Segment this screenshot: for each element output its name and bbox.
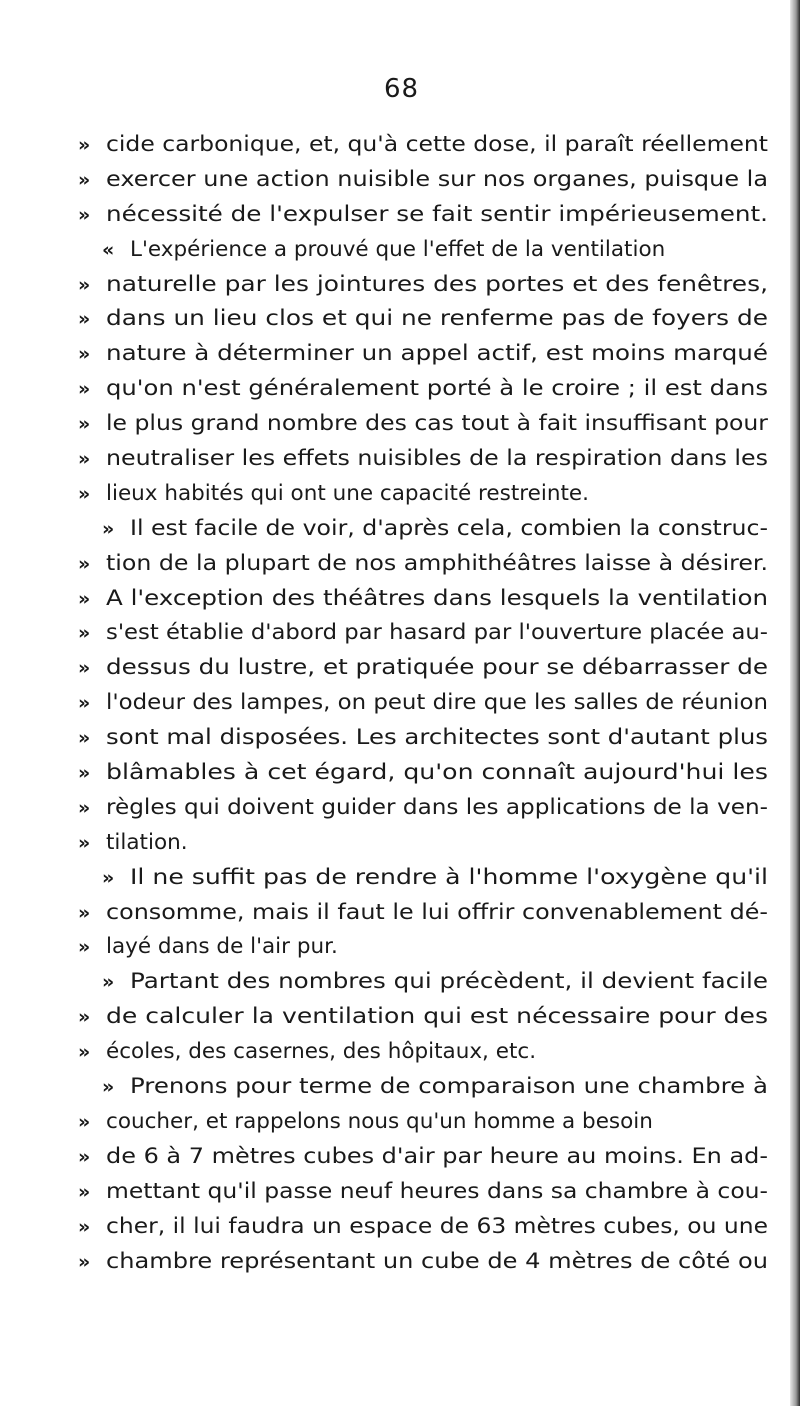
quote-mark: » xyxy=(78,448,91,471)
quote-mark: » xyxy=(78,727,91,750)
text-line xyxy=(78,1140,768,1175)
quote-mark: » xyxy=(78,762,91,785)
line-text: dessus du lustre, et pratiquée pour se débarrasser de xyxy=(106,655,769,681)
line-text: règles qui doivent guider dans les applications de la ven- xyxy=(106,794,769,820)
text-line xyxy=(78,826,768,861)
quote-mark: » xyxy=(78,1250,91,1273)
text-line xyxy=(78,163,768,198)
text-line xyxy=(78,651,768,686)
text-line xyxy=(78,791,768,826)
line-text: A l'exception des théâtres dans lesquels la ventilation xyxy=(106,585,769,611)
line-text: nature à déterminer un appel actif, est moins marqué xyxy=(106,341,769,367)
line-text: L'expérience a prouvé que l'effet de la ventilation xyxy=(130,236,666,262)
quote-mark: » xyxy=(78,622,91,645)
text-line xyxy=(78,1105,768,1140)
quote-mark: » xyxy=(78,203,91,226)
line-text: l'odeur des lampes, on peut dire que les salles de réunion xyxy=(106,690,768,716)
line-text: dans un lieu clos et qui ne renferme pas de foyers de xyxy=(106,306,768,332)
text-line xyxy=(78,896,768,931)
text-line xyxy=(78,128,768,163)
line-text: lieux habités qui ont une capacité restreinte. xyxy=(106,480,589,506)
text-line xyxy=(78,1070,768,1105)
quote-mark: » xyxy=(78,413,91,436)
line-text: écoles, des casernes, des hôpitaux, etc. xyxy=(106,1039,537,1065)
text-line xyxy=(78,1035,768,1070)
text-line xyxy=(78,930,768,965)
quote-mark: » xyxy=(78,552,91,575)
text-line xyxy=(78,372,768,407)
quote-mark: » xyxy=(78,273,91,296)
quote-mark: » xyxy=(78,657,91,680)
line-text: blâmables à cet égard, qu'on connaît aujourd'hui les xyxy=(106,760,769,786)
quote-mark: » xyxy=(78,378,91,401)
line-text: Il ne suffit pas de rendre à l'homme l'oxygène qu'il xyxy=(130,864,769,890)
text-line xyxy=(78,442,768,477)
text-line xyxy=(78,337,768,372)
quote-mark: » xyxy=(78,936,91,959)
line-text: de 6 à 7 mètres cubes d'air par heure au moins. En ad- xyxy=(106,1143,769,1169)
quote-mark: » xyxy=(78,1145,91,1168)
text-line xyxy=(78,721,768,756)
text-line xyxy=(78,1210,768,1245)
quote-mark: » xyxy=(78,1006,91,1029)
line-text: layé dans de l'air pur. xyxy=(106,934,338,960)
text-line xyxy=(78,302,768,337)
quote-mark: » xyxy=(78,343,91,366)
text-line xyxy=(78,268,768,303)
text-line xyxy=(78,965,768,1000)
quote-mark: » xyxy=(78,587,91,610)
text-line xyxy=(78,547,768,582)
text-line xyxy=(78,198,768,233)
quote-mark: » xyxy=(78,1180,91,1203)
quote-mark: » xyxy=(78,831,91,854)
line-text: Il est facile de voir, d'après cela, combien la construc- xyxy=(130,515,769,541)
quote-mark: » xyxy=(78,482,91,505)
text-line xyxy=(78,616,768,651)
page-number: 68 xyxy=(384,74,420,104)
quote-mark: » xyxy=(78,692,91,715)
body-text xyxy=(78,128,768,1279)
line-text: nécessité de l'expulser se fait sentir impérieusement. xyxy=(106,201,769,227)
text-line xyxy=(78,477,768,512)
line-text: chambre représentant un cube de 4 mètres de côté ou xyxy=(106,1248,768,1274)
line-text: tilation. xyxy=(106,829,188,855)
text-line xyxy=(78,1245,768,1280)
text-line xyxy=(78,512,768,547)
quote-mark: » xyxy=(78,134,91,156)
text-line xyxy=(78,407,768,442)
text-line xyxy=(78,686,768,721)
line-text: qu'on n'est généralement porté à le croire ; il est dans xyxy=(106,376,769,402)
line-text: exercer une action nuisible sur nos organes, puisque la xyxy=(106,166,769,192)
quote-mark: » xyxy=(102,971,115,994)
quote-mark: » xyxy=(78,796,91,819)
line-text: naturelle par les jointures des portes et des fenêtres, xyxy=(106,271,768,297)
quote-mark: » xyxy=(102,517,115,540)
page-edge-shadow xyxy=(790,0,800,1406)
text-line xyxy=(78,861,768,896)
line-text: neutraliser les effets nuisibles de la respiration dans les xyxy=(106,446,768,472)
line-text: tion de la plupart de nos amphithéâtres laisse à désirer. xyxy=(106,550,769,576)
text-line xyxy=(78,233,768,268)
line-text: Partant des nombres qui précèdent, il devient facile xyxy=(130,969,769,995)
line-text: Prenons pour terme de comparaison une chambre à xyxy=(130,1074,768,1100)
line-text: coucher, et rappelons nous qu'un homme a besoin xyxy=(106,1108,653,1134)
quote-mark: » xyxy=(78,1041,91,1064)
quote-mark: » xyxy=(78,1110,91,1133)
quote-mark: » xyxy=(78,901,91,924)
line-text: de calculer la ventilation qui est nécessaire pour des xyxy=(106,1004,769,1030)
text-line xyxy=(78,1000,768,1035)
text-line xyxy=(78,756,768,791)
line-text: cide carbonique, et, qu'à cette dose, il paraît réellement xyxy=(106,132,768,157)
text-line xyxy=(78,1175,768,1210)
quote-mark: » xyxy=(102,866,115,889)
line-text: consomme, mais il faut le lui offrir convenablement dé- xyxy=(106,899,768,925)
quote-mark: » xyxy=(78,1215,91,1238)
quote-mark: « xyxy=(102,238,115,261)
line-text: sont mal disposées. Les architectes sont d'autant plus xyxy=(106,725,768,751)
quote-mark: » xyxy=(78,168,91,191)
quote-mark: » xyxy=(102,1076,115,1099)
line-text: s'est établie d'abord par hasard par l'ouverture placée au- xyxy=(106,620,768,646)
line-text: mettant qu'il passe neuf heures dans sa chambre à cou- xyxy=(106,1178,769,1204)
line-text: cher, il lui faudra un espace de 63 mètres cubes, ou une xyxy=(106,1213,768,1239)
line-text: le plus grand nombre des cas tout à fait insuffisant pour xyxy=(106,411,768,437)
text-line xyxy=(78,582,768,617)
quote-mark: » xyxy=(78,308,91,331)
